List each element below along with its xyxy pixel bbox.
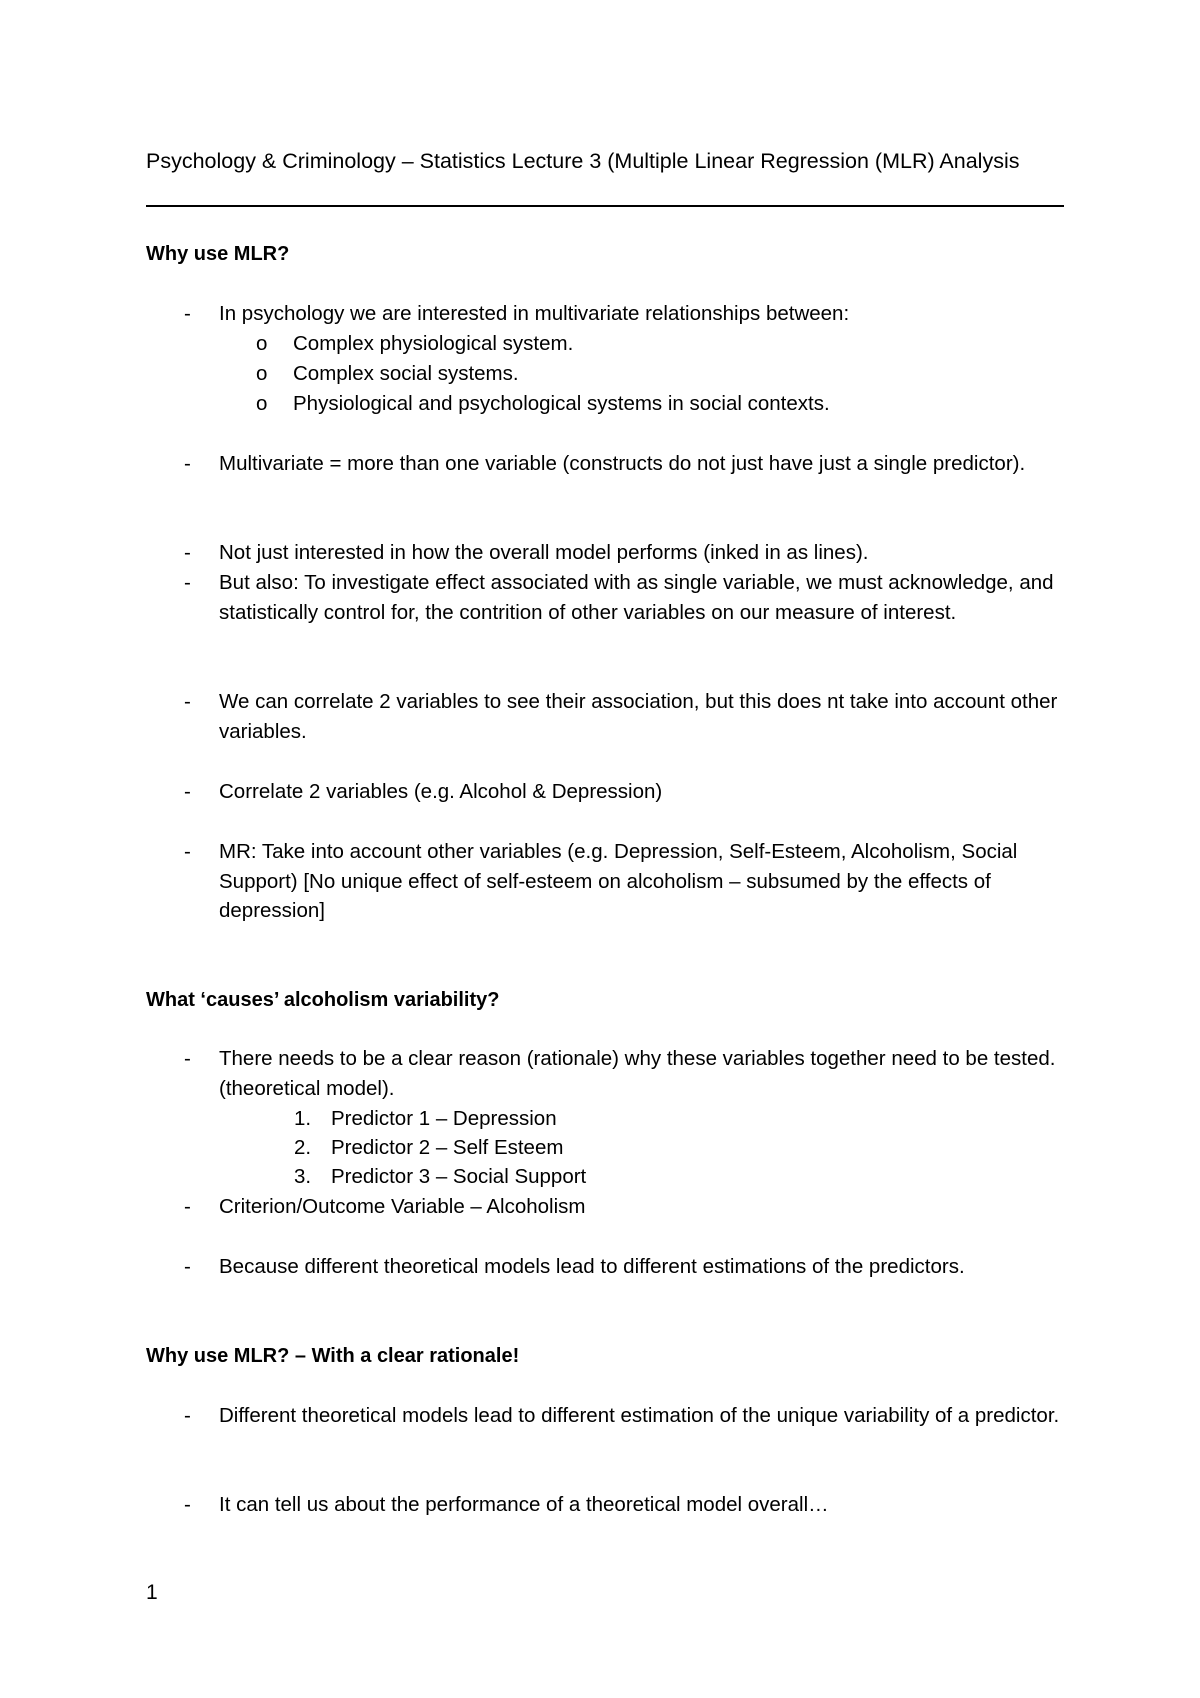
list-item	[146, 687, 1066, 746]
numbered-list-item	[294, 1133, 563, 1163]
list-item	[146, 1490, 1066, 1520]
list-item-text: We can correlate 2 variables to see their association, but this does nt take into account other variables.	[219, 690, 1058, 743]
dash-bullet: -	[184, 302, 191, 325]
sub-list-item-text: Complex physiological system.	[293, 332, 574, 355]
list-item-text: But also: To investigate effect associated with as single variable, we must acknowledge, and statistically control for, the contrition of other variables on our measure of interest.	[219, 571, 1054, 624]
page-number: 1	[146, 1581, 158, 1604]
list-item	[146, 538, 1066, 568]
numbered-list-item	[294, 1162, 586, 1192]
dash-bullet: -	[184, 840, 191, 863]
numbered-list-item-text: Predictor 1 – Depression	[331, 1107, 557, 1130]
list-number: 3.	[294, 1165, 312, 1188]
list-item-text: Not just interested in how the overall model performs (inked in as lines).	[219, 541, 869, 564]
list-item-text: There needs to be a clear reason (rationale) why these variables together need to be tested. (theoretical model).	[219, 1047, 1056, 1100]
sub-list-item	[256, 389, 830, 419]
numbered-list-item-text: Predictor 3 – Social Support	[331, 1165, 587, 1188]
document-title: Psychology & Criminology – Statistics Lecture 3 (Multiple Linear Regression (MLR) Analysis	[146, 149, 1020, 173]
numbered-list-item-text: Predictor 2 – Self Esteem	[331, 1136, 564, 1159]
dash-bullet: -	[184, 1404, 191, 1427]
list-item-text: It can tell us about the performance of a theoretical model overall…	[219, 1493, 829, 1516]
section-heading-why-use-mlr: Why use MLR?	[146, 243, 290, 265]
dash-bullet: -	[184, 690, 191, 713]
list-item-text: Different theoretical models lead to different estimation of the unique variability of a predictor.	[219, 1404, 1060, 1427]
dash-bullet: -	[184, 1493, 191, 1516]
list-item-text: Criterion/Outcome Variable – Alcoholism	[219, 1195, 586, 1218]
list-item	[146, 1401, 1066, 1431]
list-item	[146, 568, 1066, 627]
list-item	[146, 1044, 1066, 1103]
list-item	[146, 777, 1066, 807]
section-heading-clear-rationale: Why use MLR? – With a clear rationale!	[146, 1345, 520, 1367]
list-item	[146, 449, 1066, 479]
dash-bullet: -	[184, 541, 191, 564]
dash-bullet: -	[184, 571, 191, 594]
list-number: 2.	[294, 1136, 312, 1159]
sub-list-item-text: Physiological and psychological systems in social contexts.	[293, 392, 830, 415]
circle-bullet: o	[256, 392, 268, 415]
dash-bullet: -	[184, 780, 191, 803]
list-item-text: Multivariate = more than one variable (constructs do not just have just a single predictor).	[219, 452, 1026, 475]
section-heading-alcoholism-variability: What ‘causes’ alcoholism variability?	[146, 989, 500, 1011]
numbered-list-item	[294, 1104, 557, 1134]
sub-list-item-text: Complex social systems.	[293, 362, 519, 385]
sub-list-item	[256, 359, 519, 389]
dash-bullet: -	[184, 1195, 191, 1218]
list-item-text: Because different theoretical models lead to different estimations of the predictors.	[219, 1255, 965, 1278]
list-item	[146, 299, 1066, 329]
circle-bullet: o	[256, 362, 268, 385]
list-item-text: MR: Take into account other variables (e.g. Depression, Self-Esteem, Alcoholism, Social Support) [No unique effect of self-esteem on alcoholism – subsumed by the effects of depression]	[219, 840, 1018, 922]
circle-bullet: o	[256, 332, 268, 355]
dash-bullet: -	[184, 1255, 191, 1278]
title-divider	[146, 205, 1064, 207]
dash-bullet: -	[184, 452, 191, 475]
list-item	[146, 1252, 1066, 1282]
list-item	[146, 837, 1066, 926]
sub-list-item	[256, 329, 573, 359]
dash-bullet: -	[184, 1047, 191, 1070]
list-number: 1.	[294, 1107, 312, 1130]
list-item-text: In psychology we are interested in multivariate relationships between:	[219, 302, 850, 325]
list-item-text: Correlate 2 variables (e.g. Alcohol & Depression)	[219, 780, 663, 803]
list-item	[146, 1192, 1066, 1222]
